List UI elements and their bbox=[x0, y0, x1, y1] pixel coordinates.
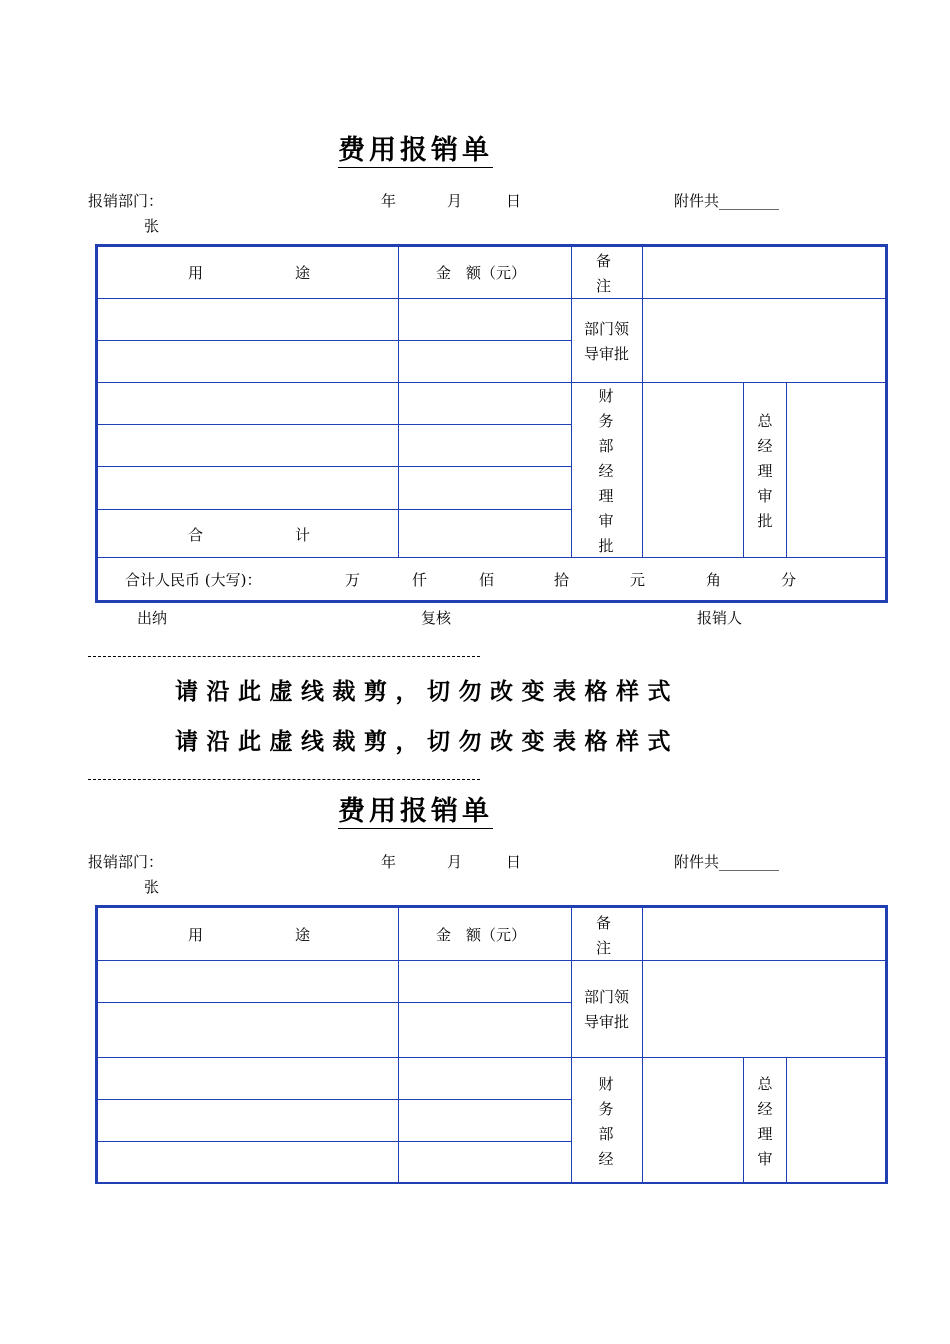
attachment-label: 附件共________ bbox=[674, 853, 780, 871]
unit-yuan: 元 bbox=[630, 571, 646, 589]
rmb-total-label: 合计人民币 (大写)： bbox=[125, 571, 262, 589]
row-divider bbox=[98, 424, 571, 425]
form-title: 费用报销单 bbox=[338, 135, 493, 166]
purpose-header-a: 用 bbox=[188, 264, 204, 282]
col-divider bbox=[642, 908, 643, 1184]
row-divider bbox=[98, 960, 888, 961]
col-divider bbox=[786, 382, 787, 557]
month-label: 月 bbox=[447, 192, 463, 210]
leader-approval-2: 导审批 bbox=[584, 345, 630, 363]
cut-notice-1: 请沿此虚线裁剪，切勿改变表格样式 bbox=[175, 678, 679, 705]
row-divider bbox=[98, 1141, 571, 1142]
total-label-b: 计 bbox=[295, 526, 311, 544]
purpose-header-b: 途 bbox=[295, 264, 311, 282]
sheets-label: 张 bbox=[144, 217, 160, 235]
col-divider bbox=[571, 247, 572, 557]
amount-header: 金 额（元） bbox=[436, 926, 527, 944]
form-title: 费用报销单 bbox=[338, 796, 493, 827]
row-divider bbox=[98, 340, 571, 341]
remark-label-1: 备 bbox=[596, 914, 612, 932]
unit-wan: 万 bbox=[345, 571, 361, 589]
dept-label: 报销部门： bbox=[88, 853, 164, 871]
col-divider bbox=[743, 1057, 744, 1184]
day-label: 日 bbox=[506, 192, 522, 210]
leader-approval-2: 导审批 bbox=[584, 1013, 630, 1031]
row-divider bbox=[98, 1099, 571, 1100]
col-divider bbox=[642, 247, 643, 557]
row-divider bbox=[98, 509, 571, 510]
row-divider bbox=[98, 557, 888, 558]
amount-header: 金 额（元） bbox=[436, 264, 527, 282]
row-divider bbox=[98, 1002, 571, 1003]
row-divider bbox=[98, 1057, 888, 1058]
unit-shi: 拾 bbox=[554, 571, 570, 589]
col-divider bbox=[786, 1057, 787, 1184]
month-label: 月 bbox=[447, 853, 463, 871]
col-divider bbox=[398, 247, 399, 557]
finance-approval-label: 财 务 部 经 bbox=[598, 1075, 614, 1168]
col-divider bbox=[743, 382, 744, 557]
unit-fen: 分 bbox=[781, 571, 797, 589]
remark-label-2: 注 bbox=[596, 277, 612, 295]
remark-label-1: 备 bbox=[596, 252, 612, 270]
cut-notice-2: 请沿此虚线裁剪，切勿改变表格样式 bbox=[175, 728, 679, 755]
row-divider bbox=[98, 298, 888, 299]
gm-approval-label: 总 经 理 审 批 bbox=[757, 412, 773, 530]
cut-line-top bbox=[88, 656, 480, 657]
gm-approval-label: 总 经 理 审 bbox=[757, 1075, 773, 1168]
review-label: 复核 bbox=[421, 609, 452, 627]
expense-table bbox=[95, 905, 888, 1184]
col-divider bbox=[571, 908, 572, 1184]
attachment-label: 附件共________ bbox=[674, 192, 780, 210]
finance-approval-label: 财 务 部 经 理 审 批 bbox=[598, 387, 614, 555]
year-label: 年 bbox=[381, 853, 397, 871]
leader-approval-1: 部门领 bbox=[584, 988, 630, 1006]
claimant-label: 报销人 bbox=[697, 609, 743, 627]
expense-table bbox=[95, 244, 888, 603]
remark-label-2: 注 bbox=[596, 939, 612, 957]
dept-label: 报销部门： bbox=[88, 192, 164, 210]
total-label-a: 合 bbox=[188, 526, 204, 544]
row-divider bbox=[98, 382, 888, 383]
year-label: 年 bbox=[381, 192, 397, 210]
cut-line-bottom bbox=[88, 779, 480, 780]
cashier-label: 出纳 bbox=[137, 609, 168, 627]
leader-approval-1: 部门领 bbox=[584, 320, 630, 338]
unit-qian: 仟 bbox=[412, 571, 428, 589]
row-divider bbox=[98, 466, 571, 467]
unit-jiao: 角 bbox=[706, 571, 722, 589]
col-divider bbox=[398, 908, 399, 1184]
purpose-header-b: 途 bbox=[295, 926, 311, 944]
sheets-label: 张 bbox=[144, 878, 160, 896]
unit-bai: 佰 bbox=[479, 571, 495, 589]
day-label: 日 bbox=[506, 853, 522, 871]
purpose-header-a: 用 bbox=[188, 926, 204, 944]
